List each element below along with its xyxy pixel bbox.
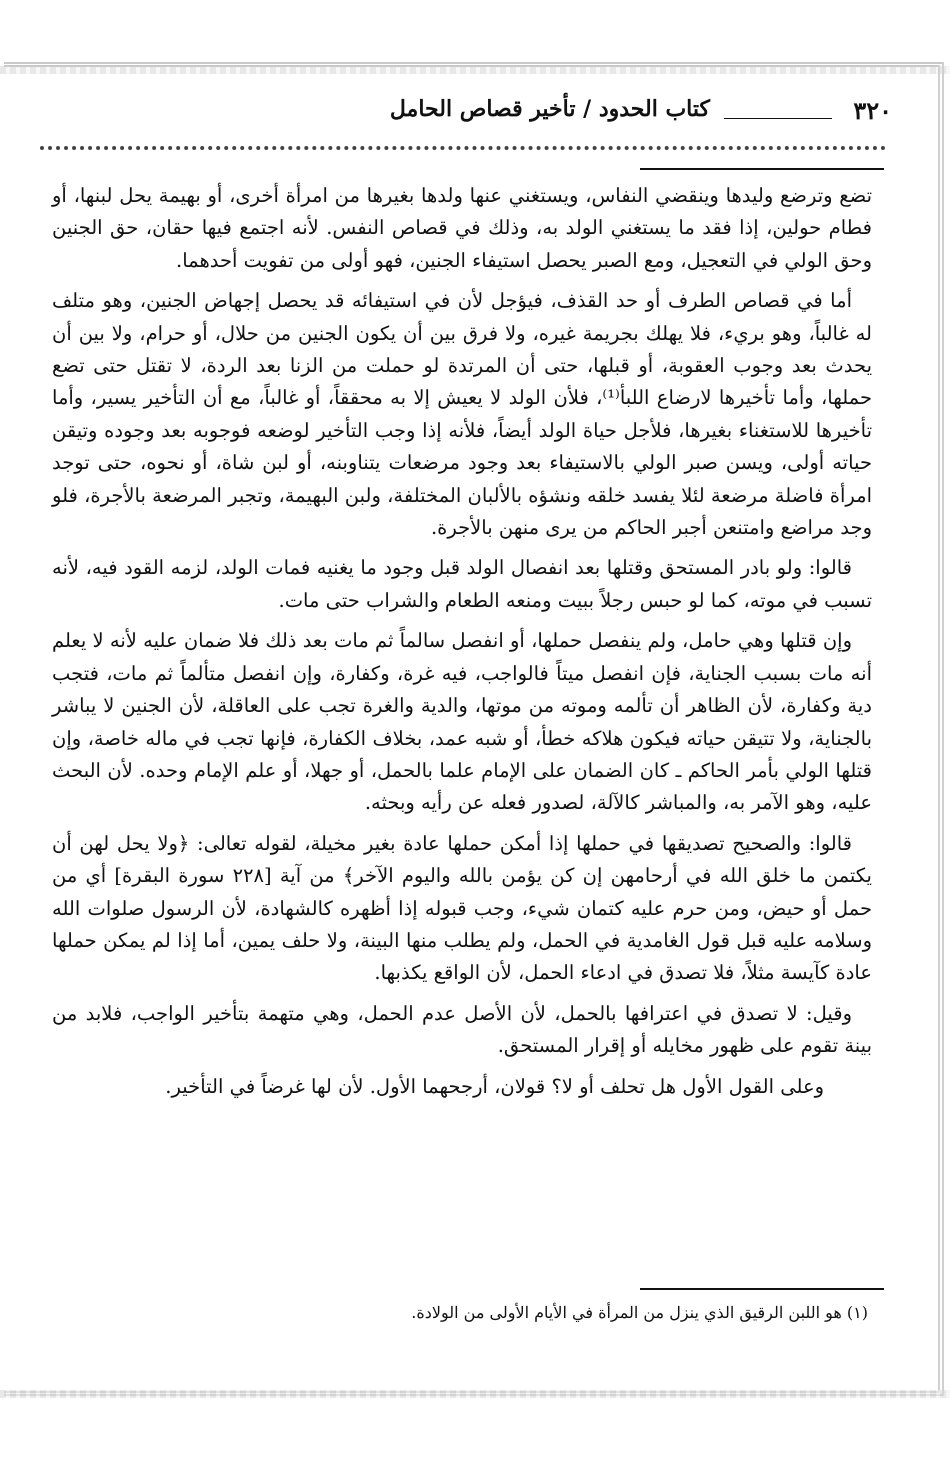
paragraph: قالوا: والصحيح تصديقها في حملها إذا أمكن حملها عادة بغير مخيلة، لقوله تعالى: ﴿ولا يحل لهن أن يكتمن ما خلق الله في أرحامهن إن كن يؤمن بالله واليوم الآخر﴾ من آية [٢٢٨ سورة البقرة] أي من حمل أو حيض، ومن حرم عليه كتمان شيء، وجب قبوله إذا أظهره كالشهادة، لأن الرسول صلوات الله وسلامه عليه قبل قول الغامدية في الحمل، ولم يطلب منها البينة، ولا حلف يمين، أما إذا لم يمكن حملها عادة كآيسة مثلاً، فلا تصدق في ادعاء الحمل، لأن الواقع يكذبها. (52, 831, 872, 985)
paragraph: قالوا: ولو بادر المستحق وقتلها بعد انفصال الولد قبل وجود ما يغنيه فمات الولد، لزمه القود فيه، لأنه تسبب في موته، كما لو حبس رجلاً ببيت ومنعه الطعام والشراب حتى مات. (52, 556, 872, 612)
dotted-separator (40, 146, 886, 150)
main-text (52, 180, 872, 1111)
continuation-rule (640, 168, 884, 170)
paragraph: أما في قصاص الطرف أو حد القذف، فيؤجل لأن في استيفائه قد يحصل إجهاض الجنين، وهو متلف له غالباً، وهو بريء، فلا يهلك بجريمة غيره، ولا فرق بين أن يكون الجنين من حلال، أو حرام، ولا بين أن يحدث بعد وجوب العقوبة، أو قبلها، حتى أن المرتدة لو حملت من الزنا بعد الردة، لا تقتل حتى تضع حملها، وأما تأخيرها لارضاع اللبأ⁽¹⁾، فلأن الولد لا يعيش إلا به محققاً، أو غالباً، مع أن التأخير يسير، وأما تأخيرها للاستغناء بغيرها، فلأجل حياة الولد أيضاً، فلأنه إذا وجب التأخير لوضعه فوجوبه بعد وجوده وتيقن حياته أولى، ويسن صبر الولي بالاستيفاء بعد وجود مرضعات يتناوبنه، أو لبن شاة، أو نحوه، حتى توجد امرأة فاضلة مرضعة لئلا يفسد خلقه ونشؤه بالألبان المختلفة، ولبن البهيمة، وتجبر المرضعة بالأجرة، فلو وجد مراضع وامتنعن أجبر الحاكم من يرى منهن بالأجرة. (52, 289, 872, 540)
header-rule (724, 118, 832, 119)
page-number: ٣٢٠ (853, 96, 892, 125)
footnote-rule (640, 1288, 884, 1290)
footnote: (١) هو اللبن الرقيق الذي ينزل من المرأة في الأيام الأولى من الولادة. (411, 1303, 868, 1322)
paragraph: وقيل: لا تصدق في اعترافها بالحمل، لأن الأصل عدم الحمل، وهي متهمة بتأخير الواجب، فلابد من بينة تقوم على ظهور مخايله أو إقرار المستحق. (52, 1001, 872, 1058)
paragraph-continuation: تضع وترضع وليدها وينقضي النفاس، ويستغني عنها ولدها بغيرها من امرأة أخرى، أو بهيمة يحل لبنها، أو فطام حولين، إذا فقد ما يستغني الولد به، وذلك في قصاص النفس. لأنه اجتمع فيها حقان، حق الجنين وحق الولي في التعجيل، ومع الصبر يحصل استيفاء الجنين، فهو أولى من تفويت أحدهما. (52, 184, 872, 272)
running-title: كتاب الحدود / تأخير قصاص الحامل (389, 96, 710, 122)
paragraph: وعلى القول الأول هل تحلف أو لا؟ قولان، أرجحهما الأول. لأن لها غرضاً في التأخير. (165, 1074, 824, 1098)
running-header (30, 96, 892, 136)
paragraph: وإن قتلها وهي حامل، ولم ينفصل حملها، أو انفصل سالماً ثم مات بعد ذلك فلا ضمان عليه لأنه لا يعلم أنه مات بسبب الجناية، فإن انفصل ميتاً فالواجب، فيه غرة، وكفارة، وإن انفصل متألماً ثم مات، فتجب دية وكفارة، لأن الظاهر أن تألمه وموته من موتها، والدية والغرة تجب على العاقلة، لأن الجنين لا يباشر بالجناية، ولا تتيقن حياته فيكون هلاكه خطأ، أو شبه عمد، بخلاف الكفارة، فإنها تجب في ماله خاصة، وإن قتلها الولي بأمر الحاكم ـ كان الضمان على الإمام علما بالحمل، أو جهلا، أو علم الإمام وحده. لأن البحث عليه، وهو الآمر به، والمباشر كالآلة، لصدور فعله عن رأيه وبحثه. (52, 629, 872, 815)
scan-edge-bottom (0, 1390, 950, 1398)
